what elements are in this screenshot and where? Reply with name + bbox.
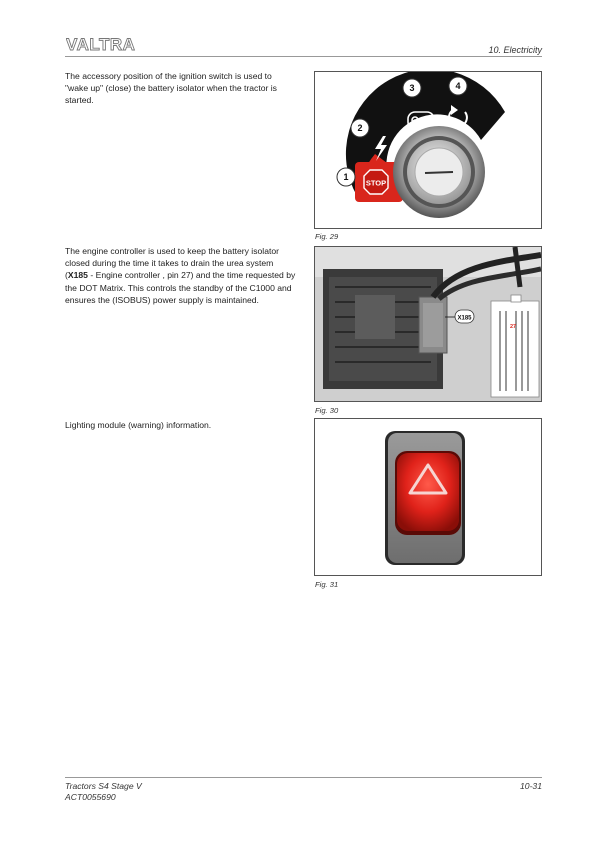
footer-doc-id: ACT0055690 (65, 792, 116, 802)
svg-text:STOP: STOP (365, 178, 387, 188)
figure-31-caption: Fig. 31 (315, 580, 339, 589)
svg-text:VALTRA: VALTRA (66, 36, 136, 52)
callout-2: 2 (357, 123, 363, 133)
callout-1: 1 (343, 172, 349, 182)
figure-30-caption: Fig. 30 (315, 406, 339, 415)
figure-30-engine-controller (314, 246, 542, 402)
x185-label: X185 (457, 315, 472, 322)
valtra-logo (66, 36, 144, 52)
figure-29-caption: Fig. 29 (315, 232, 339, 241)
callout-4: 4 (455, 81, 461, 91)
paragraph-lighting-module: Lighting module (warning) information. (65, 420, 212, 430)
callout-3: 3 (409, 83, 415, 93)
connector-ref: X185 (67, 270, 88, 281)
figure-29-ignition-switch (314, 71, 542, 229)
footer-title: Tractors S4 Stage V (65, 781, 142, 791)
figure-31-hazard-switch (314, 418, 542, 576)
hazard-switch-illustration (315, 419, 541, 575)
paragraph-engine-controller: The engine controller is used to keep the battery isolator closed during the time it takes to drain the urea system (X185 - Engine controller , pin 27) and the time requested by the DOT Matrix. This controls the standby of the C1000 and ensures the (ISOBUS) power supply is maintained. (65, 246, 296, 305)
ignition-switch-illustration (315, 72, 541, 228)
paragraph-ignition: The accessory position of the ignition switch is used to "wake up" (close) the battery isolator when the tractor is started. (65, 71, 277, 106)
section-title: 10. Electricity (488, 45, 542, 55)
pin-27-label: 27 (509, 324, 517, 330)
footer-rule (65, 777, 542, 778)
header-rule (65, 56, 542, 57)
page-number: 10-31 (520, 781, 542, 791)
engine-controller-illustration (315, 247, 541, 401)
footer-left (65, 781, 142, 803)
